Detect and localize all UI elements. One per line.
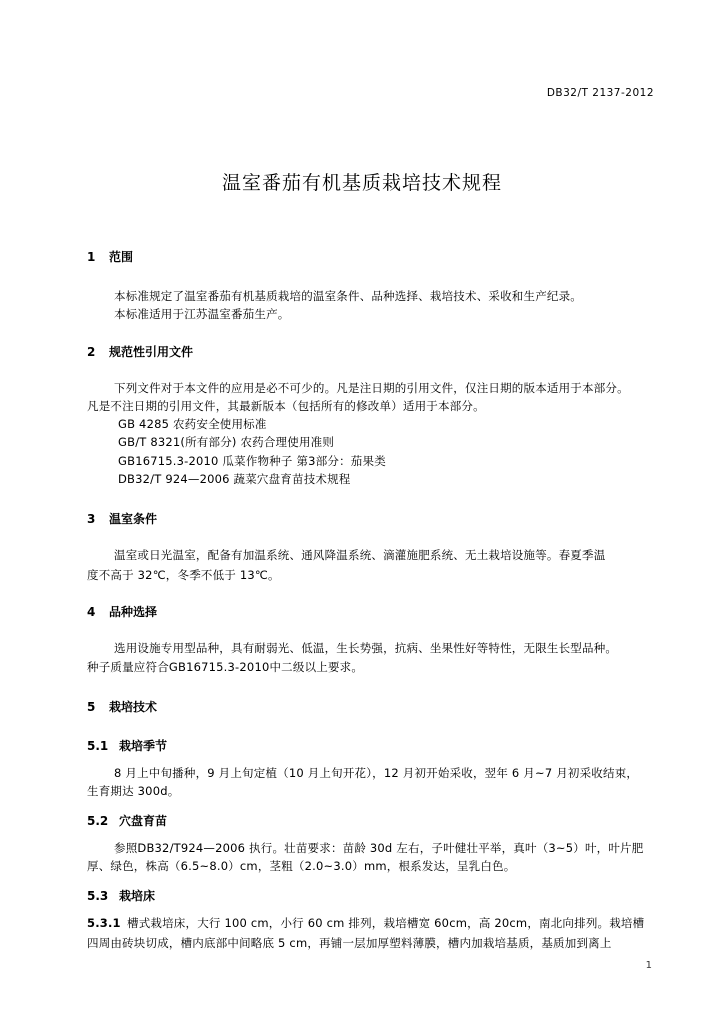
section-title: 范围 — [109, 250, 134, 264]
paragraph-line: 四周由砖块切成，槽内底部中间略底 5 cm，再铺一层加厚塑料薄膜，槽内加栽培基质，基质加到离上 — [87, 936, 612, 950]
paragraph-line: 参照DB32/T924—2006 执行。壮苗要求：苗龄 30d 左右，子叶健壮平举，真叶（3~5）叶，叶片肥 — [114, 841, 644, 855]
section-number: 5.1 — [87, 739, 109, 753]
section-heading-4 — [87, 603, 157, 620]
section-title: 穴盘育苗 — [119, 814, 168, 828]
section-number: 5 — [87, 700, 96, 714]
paragraph-line: 本标准适用于江苏温室番茄生产。 — [114, 307, 290, 321]
reference-item: DB32/T 924—2006 蔬菜穴盘育苗技术规程 — [118, 472, 351, 486]
section-title: 品种选择 — [109, 605, 158, 619]
section-title: 温室条件 — [109, 512, 158, 526]
paragraph-line: 种子质量应符合GB16715.3-2010中二级以上要求。 — [87, 660, 364, 674]
section-heading-2 — [87, 343, 193, 360]
document-code: DB32/T 2137-2012 — [546, 87, 654, 99]
paragraph-line: 本标准规定了温室番茄有机基质栽培的温室条件、品种选择、栽培技术、采收和生产纪录。 — [114, 289, 582, 303]
paragraph-line: 选用设施专用型品种，具有耐弱光、低温，生长势强，抗病、坐果性好等特性，无限生长型品种。 — [114, 641, 618, 655]
document-title: 温室番茄有机基质栽培技术规程 — [221, 172, 502, 194]
section-title: 栽培季节 — [119, 739, 168, 753]
paragraph-line: 8 月上中旬播种，9 月上旬定植（10 月上旬开花），12 月初开始采收，翌年 6 月~7 月初采收结束， — [114, 766, 639, 780]
paragraph-line: 槽式栽培床，大行 100 cm，小行 60 cm 排列，栽培槽宽 60cm，高 20cm，南北向排列。栽培槽 — [127, 916, 645, 930]
paragraph-line: 下列文件对于本文件的应用是必不可少的。凡是注日期的引用文件，仅注日期的版本适用于本部分。 — [114, 381, 629, 395]
subsection-heading-5-2 — [87, 812, 167, 829]
section-number: 2 — [87, 345, 96, 359]
clause-number: 5.3.1 — [87, 916, 121, 930]
subsection-heading-5-1 — [87, 737, 167, 754]
reference-item: GB16715.3-2010 瓜菜作物种子 第3部分：茄果类 — [118, 454, 386, 468]
reference-item: GB/T 8321(所有部分) 农药合理使用准则 — [118, 435, 335, 449]
section-title: 规范性引用文件 — [109, 345, 194, 359]
section-title: 栽培技术 — [109, 700, 158, 714]
paragraph-line: 厚、绿色，株高（6.5~8.0）cm，茎粗（2.0~3.0）mm，根系发达，呈乳白色。 — [87, 859, 516, 873]
section-title: 栽培床 — [119, 889, 156, 903]
page-number: 1 — [645, 960, 652, 971]
section-heading-5 — [87, 698, 157, 715]
paragraph-line: 凡是不注日期的引用文件，其最新版本（包括所有的修改单）适用于本部分。 — [87, 399, 485, 413]
section-number: 4 — [87, 605, 96, 619]
paragraph-line: 生育期达 300d。 — [87, 784, 180, 798]
subclause-5-3-1 — [87, 915, 644, 931]
section-heading-1 — [87, 248, 133, 265]
section-number: 1 — [87, 250, 96, 264]
reference-item: GB 4285 农药安全使用标准 — [118, 417, 267, 431]
paragraph-line: 度不高于 32℃，冬季不低于 13℃。 — [87, 568, 280, 582]
section-heading-3 — [87, 510, 157, 527]
subsection-heading-5-3 — [87, 887, 155, 904]
section-number: 5.2 — [87, 814, 109, 828]
section-number: 3 — [87, 512, 96, 526]
paragraph-line: 温室或日光温室，配备有加温系统、通风降温系统、滴灌施肥系统、无土栽培设施等。春夏季温 — [114, 548, 606, 562]
section-number: 5.3 — [87, 889, 109, 903]
